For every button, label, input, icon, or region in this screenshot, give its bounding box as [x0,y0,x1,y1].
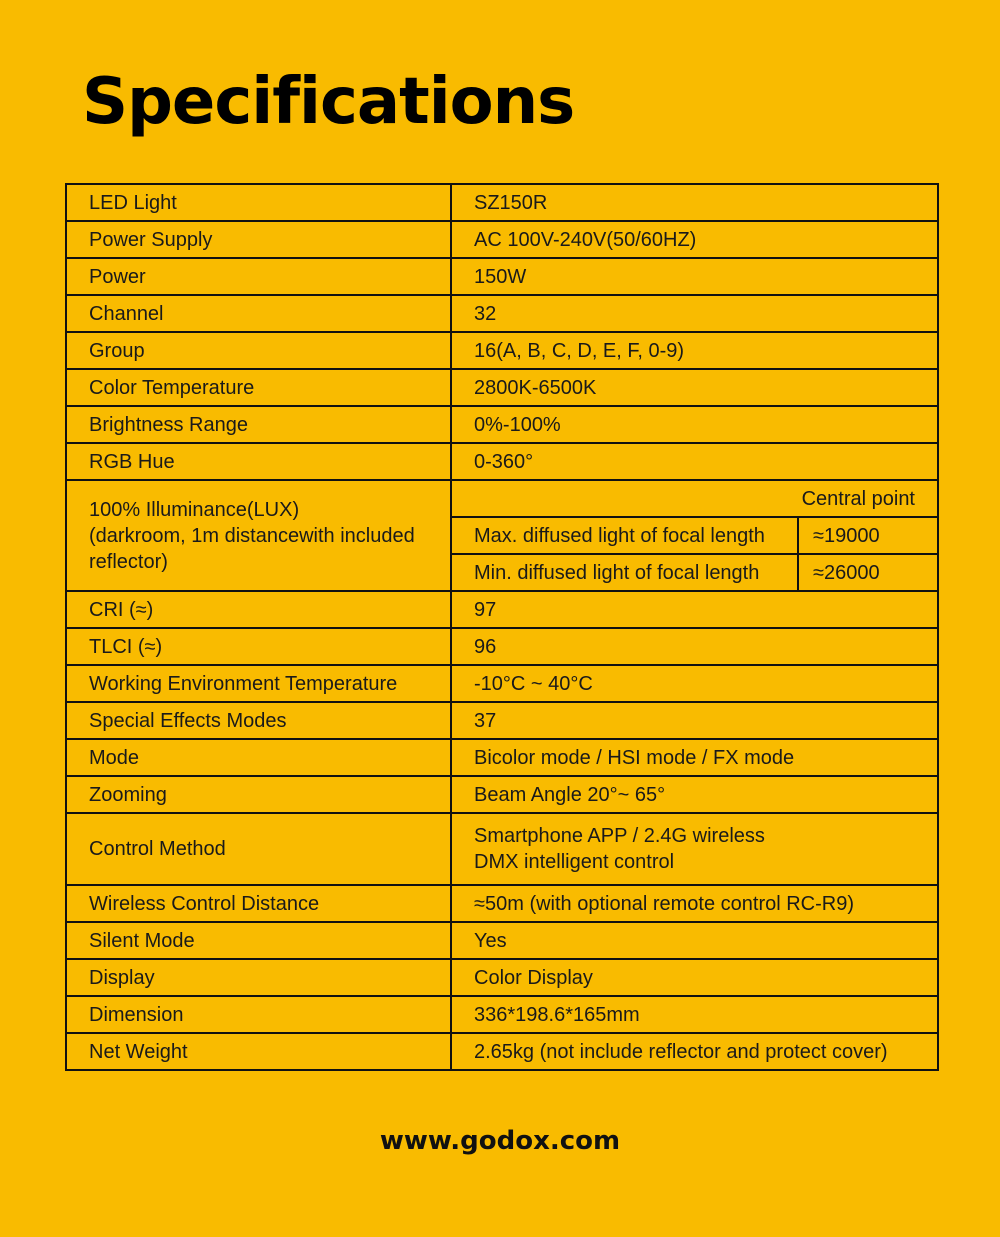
spec-value-led-light: SZ150R [451,184,938,221]
spec-label-power-supply: Power Supply [66,221,451,258]
table-row [66,406,938,443]
spec-value-cri: 97 [451,591,938,628]
spec-label-dimension: Dimension [66,996,451,1033]
table-row [66,665,938,702]
spec-value-zooming: Beam Angle 20°~ 65° [451,776,938,813]
spec-value-display: Color Display [451,959,938,996]
spec-label-net-weight: Net Weight [66,1033,451,1070]
illuminance-min-value: ≈26000 [798,554,938,591]
illuminance-central-point: Central point [451,480,938,517]
spec-value-control-method [451,813,938,885]
illuminance-min-label: Min. diffused light of focal length [451,554,798,591]
spec-label-control-method: Control Method [66,813,451,885]
table-row [66,702,938,739]
table-row [66,813,938,885]
spec-label-led-light: LED Light [66,184,451,221]
control-method-line: Smartphone APP / 2.4G wireless [474,825,765,847]
table-row [66,221,938,258]
illuminance-label-line: 100% Illuminance(LUX) [89,498,300,521]
spec-value-mode: Bicolor mode / HSI mode / FX mode [451,739,938,776]
website-link[interactable]: www.godox.com [379,1126,621,1156]
spec-value-net-weight: 2.65kg (not include reflector and protect cover) [451,1033,938,1070]
table-row [66,295,938,332]
spec-value-power: 150W [451,258,938,295]
table-row [66,885,938,922]
control-method-line: DMX intelligent control [474,851,675,873]
table-row [66,776,938,813]
table-row [66,480,938,517]
table-row [66,959,938,996]
table-row [66,739,938,776]
spec-label-zooming: Zooming [66,776,451,813]
spec-label-wireless-distance: Wireless Control Distance [66,885,451,922]
spec-value-power-supply: AC 100V-240V(50/60HZ) [451,221,938,258]
spec-value-special-effects: 37 [451,702,938,739]
spec-label-cri: CRI (≈) [66,591,451,628]
table-row [66,922,938,959]
spec-value-tlci: 96 [451,628,938,665]
illuminance-max-label: Max. diffused light of focal length [451,517,798,554]
spec-value-dimension: 336*198.6*165mm [451,996,938,1033]
spec-label-mode: Mode [66,739,451,776]
spec-value-color-temperature: 2800K-6500K [451,369,938,406]
spec-label-group: Group [66,332,451,369]
spec-label-brightness-range: Brightness Range [66,406,451,443]
spec-value-wireless-distance: ≈50m (with optional remote control RC-R9) [451,885,938,922]
table-row [66,332,938,369]
table-row [66,258,938,295]
spec-value-rgb-hue: 0-360° [451,443,938,480]
illuminance-label-note: (darkroom, 1m distancewith included reflector) [89,524,415,573]
table-row [66,996,938,1033]
spec-label-silent-mode: Silent Mode [66,922,451,959]
spec-label-tlci: TLCI (≈) [66,628,451,665]
spec-label-rgb-hue: RGB Hue [66,443,451,480]
table-row [66,443,938,480]
spec-value-brightness-range: 0%-100% [451,406,938,443]
illuminance-max-value: ≈19000 [798,517,938,554]
spec-value-channel: 32 [451,295,938,332]
spec-label-display: Display [66,959,451,996]
spec-label-illuminance [66,480,451,591]
spec-label-power: Power [66,258,451,295]
spec-label-working-temperature: Working Environment Temperature [66,665,451,702]
table-row [66,1033,938,1070]
table-row [66,628,938,665]
table-row [66,184,938,221]
spec-value-working-temperature: -10°C ~ 40°C [451,665,938,702]
spec-value-group: 16(A, B, C, D, E, F, 0-9) [451,332,938,369]
spec-label-special-effects: Special Effects Modes [66,702,451,739]
page-title: Specifications [82,65,575,139]
table-row [66,591,938,628]
spec-label-channel: Channel [66,295,451,332]
spec-label-color-temperature: Color Temperature [66,369,451,406]
spec-value-silent-mode: Yes [451,922,938,959]
table-row [66,369,938,406]
specifications-table [65,183,939,1071]
